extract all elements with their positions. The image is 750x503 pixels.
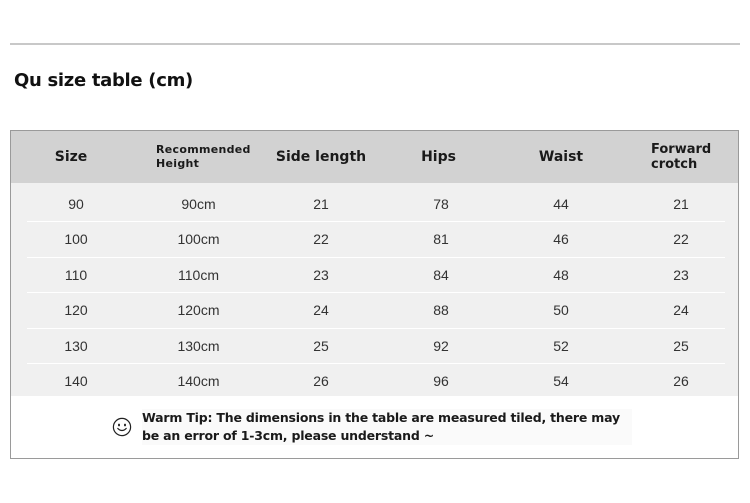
- cell-side-length: 24: [313, 302, 329, 318]
- cell-hips: 78: [433, 196, 449, 212]
- cell-hips: 96: [433, 373, 449, 389]
- cell-waist: 54: [553, 373, 569, 389]
- cell-side-length: 21: [313, 196, 329, 212]
- size-table: [10, 130, 739, 459]
- cell-waist: 46: [553, 231, 569, 247]
- cell-side-length: 26: [313, 373, 329, 389]
- cell-size: 90: [68, 196, 84, 212]
- warm-tip-line-2: be an error of 1-3cm, please understand ~: [142, 428, 434, 443]
- header-size: Size: [54, 149, 88, 165]
- page-title: Qu size table (cm): [14, 70, 193, 91]
- table-row: [11, 364, 738, 399]
- header-side-length: Side length: [275, 149, 367, 165]
- cell-height: 100cm: [177, 231, 220, 247]
- cell-height: 120cm: [177, 302, 220, 318]
- header-recommended-height: Recommended Height: [156, 143, 251, 170]
- cell-crotch: 26: [673, 373, 689, 389]
- cell-height: 130cm: [177, 338, 220, 354]
- table-row: [11, 293, 738, 328]
- cell-crotch: 23: [673, 267, 689, 283]
- table-row: [11, 329, 738, 364]
- smiley-icon: [112, 417, 132, 437]
- table-row: [11, 258, 738, 293]
- cell-size: 120: [64, 302, 88, 318]
- cell-side-length: 25: [313, 338, 329, 354]
- table-row: [11, 187, 738, 222]
- cell-crotch: 24: [673, 302, 689, 318]
- cell-hips: 92: [433, 338, 449, 354]
- header-hips: Hips: [421, 149, 456, 165]
- cell-hips: 81: [433, 231, 449, 247]
- cell-waist: 50: [553, 302, 569, 318]
- table-header: [11, 131, 738, 183]
- cell-crotch: 21: [673, 196, 689, 212]
- cell-crotch: 22: [673, 231, 689, 247]
- header-waist: Waist: [538, 149, 584, 165]
- cell-height: 110cm: [178, 267, 219, 283]
- cell-size: 110: [64, 267, 88, 283]
- cell-waist: 52: [553, 338, 569, 354]
- table-row: [11, 222, 738, 257]
- top-divider: [10, 43, 740, 45]
- cell-waist: 48: [553, 267, 569, 283]
- cell-height: 90cm: [181, 196, 216, 212]
- warm-tip-text: [142, 409, 632, 445]
- cell-waist: 44: [553, 196, 569, 212]
- cell-size: 130: [64, 338, 88, 354]
- cell-size: 140: [64, 373, 88, 389]
- warm-tip: [11, 396, 738, 458]
- cell-side-length: 23: [313, 267, 329, 283]
- cell-crotch: 25: [673, 338, 689, 354]
- cell-size: 100: [64, 231, 88, 247]
- cell-side-length: 22: [313, 231, 329, 247]
- header-forward-crotch: Forward crotch: [651, 142, 712, 172]
- cell-hips: 84: [433, 267, 449, 283]
- table-body: [11, 183, 738, 396]
- warm-tip-line-1: Warm Tip: The dimensions in the table are measured tiled, there may: [142, 410, 620, 425]
- cell-hips: 88: [433, 302, 449, 318]
- cell-height: 140cm: [177, 373, 220, 389]
